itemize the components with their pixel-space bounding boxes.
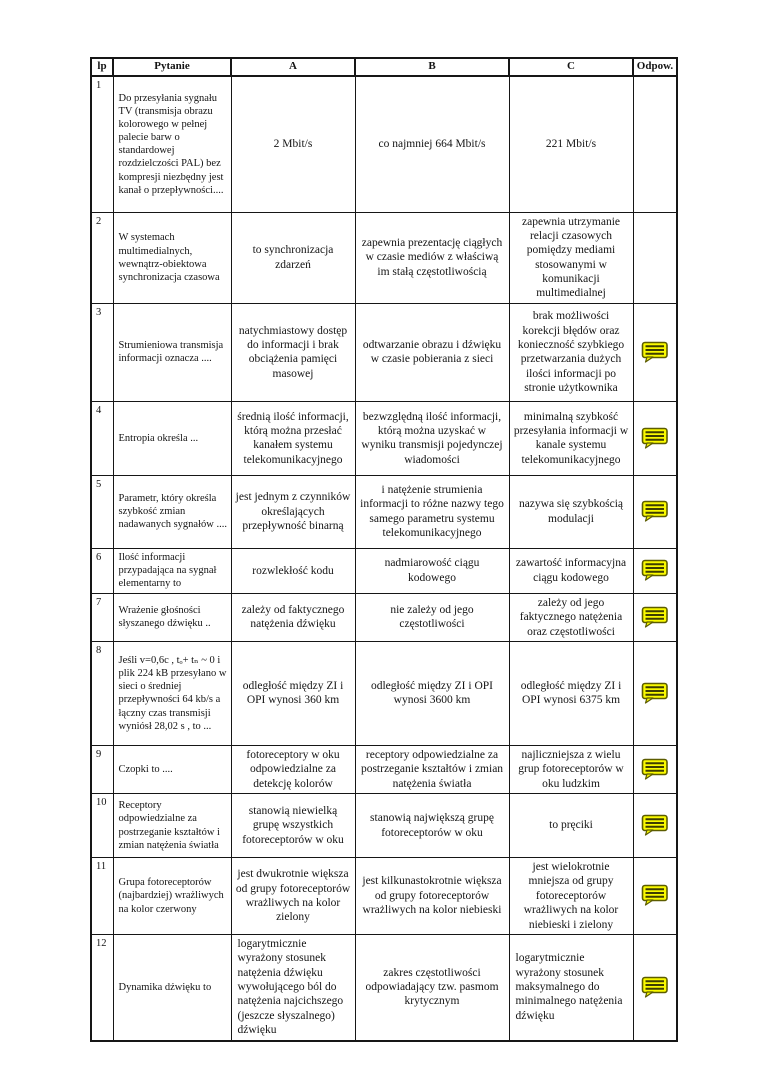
- row-number: 4: [91, 401, 113, 475]
- odpow-cell: [633, 76, 677, 212]
- table-row: [91, 212, 677, 303]
- answer-a-cell: jest dwukrotnie większa od grupy fotoreceptorów wrażliwych na kolor zielony: [231, 858, 355, 935]
- answer-c-cell: brak możliwości korekcji błędów oraz konieczność szybkiego przetwarzania dużych ilości informacji po stronie użytkownika: [509, 303, 633, 401]
- comment-annotation-icon[interactable]: [641, 682, 669, 705]
- table-row: [91, 641, 677, 745]
- comment-annotation-icon[interactable]: [641, 559, 669, 582]
- table-row: [91, 303, 677, 401]
- answer-c-cell: minimalną szybkość przesyłania informacji w kanale systemu telekomunikacyjnego: [509, 401, 633, 475]
- table-row: [91, 76, 677, 212]
- answer-a-cell: fotoreceptory w oku odpowiedzialne za detekcję kolorów: [231, 745, 355, 793]
- comment-annotation-icon[interactable]: [641, 884, 669, 907]
- answer-c-cell: zawartość informacyjna ciągu kodowego: [509, 548, 633, 593]
- row-number: 12: [91, 934, 113, 1040]
- table-row: [91, 858, 677, 935]
- odpow-cell: [633, 641, 677, 745]
- comment-annotation-icon[interactable]: [641, 814, 669, 837]
- answer-b-cell: nie zależy od jego częstotliwości: [355, 593, 509, 641]
- answer-a-cell: logarytmicznie wyrażony stosunek natężenia dźwięku wywołującego ból do natężenia najcichszego (jeszcze słyszalnego) dźwięku: [231, 934, 355, 1040]
- answer-b-cell: zakres częstotliwości odpowiadający tzw. pasmom krytycznym: [355, 934, 509, 1040]
- answer-c-cell: logarytmicznie wyrażony stosunek maksymalnego do minimalnego natężenia dźwięku: [509, 934, 633, 1040]
- row-number: 1: [91, 76, 113, 212]
- row-number: 11: [91, 858, 113, 935]
- answer-c-cell: zapewnia utrzymanie relacji czasowych pomiędzy mediami stosowanymi w komunikacji multimedialnej: [509, 212, 633, 303]
- row-number: 9: [91, 745, 113, 793]
- comment-annotation-icon[interactable]: [641, 758, 669, 781]
- answer-a-cell: stanowią niewielką grupę wszystkich fotoreceptorów w oku: [231, 794, 355, 858]
- answer-b-cell: odległość między ZI i OPI wynosi 3600 km: [355, 641, 509, 745]
- answer-a-cell: natychmiastowy dostęp do informacji i brak obciążenia pamięci masowej: [231, 303, 355, 401]
- table-body: [91, 76, 677, 1041]
- table-row: [91, 934, 677, 1040]
- comment-annotation-icon[interactable]: [641, 606, 669, 629]
- answer-a-cell: to synchronizacja zdarzeń: [231, 212, 355, 303]
- question-cell: Strumieniowa transmisja informacji oznacza ....: [113, 303, 231, 401]
- answer-a-cell: odległość między ZI i OPI wynosi 360 km: [231, 641, 355, 745]
- answer-a-cell: rozwlekłość kodu: [231, 548, 355, 593]
- odpow-cell: [633, 212, 677, 303]
- question-cell: Dynamika dźwięku to: [113, 934, 231, 1040]
- col-header-answer: Odpow.: [633, 58, 677, 76]
- answer-a-cell: 2 Mbit/s: [231, 76, 355, 212]
- answer-b-cell: odtwarzanie obrazu i dźwięku w czasie pobierania z sieci: [355, 303, 509, 401]
- answer-c-cell: zależy od jego faktycznego natężenia oraz częstotliwości: [509, 593, 633, 641]
- answer-c-cell: nazywa się szybkością modulacji: [509, 475, 633, 548]
- answer-a-cell: zależy od faktycznego natężenia dźwięku: [231, 593, 355, 641]
- answer-b-cell: bezwzględną ilość informacji, którą można uzyskać w wyniku transmisji pojedynczej wiadomości: [355, 401, 509, 475]
- row-number: 5: [91, 475, 113, 548]
- question-cell: Ilość informacji przypadająca na sygnał elementarny to: [113, 548, 231, 593]
- question-cell: Do przesyłania sygnału TV (transmisja obrazu kolorowego w pełnej palecie barw o standardowej rozdzielczości PAL) bez kompresji niezbędny jest kanał o przepływności....: [113, 76, 231, 212]
- answer-b-cell: receptory odpowiedzialne za postrzeganie kształtów i zmian natężenia światła: [355, 745, 509, 793]
- question-cell: Receptory odpowiedzialne za postrzeganie kształtów i zmian natężenia światła: [113, 794, 231, 858]
- answer-b-cell: zapewnia prezentację ciągłych w czasie mediów z właściwą im stałą częstotliwością: [355, 212, 509, 303]
- odpow-cell: [633, 593, 677, 641]
- question-cell: W systemach multimedialnych, wewnątrz-obiektowa synchronizacja czasowa: [113, 212, 231, 303]
- header-row: [91, 58, 677, 76]
- question-cell: Wrażenie głośności słyszanego dźwięku ..: [113, 593, 231, 641]
- row-number: 7: [91, 593, 113, 641]
- answer-b-cell: jest kilkunastokrotnie większa od grupy fotoreceptorów wrażliwych na kolor niebieski: [355, 858, 509, 935]
- odpow-cell: [633, 934, 677, 1040]
- row-number: 6: [91, 548, 113, 593]
- odpow-cell: [633, 401, 677, 475]
- odpow-cell: [633, 303, 677, 401]
- col-header-question: Pytanie: [113, 58, 231, 76]
- col-header-b: B: [355, 58, 509, 76]
- answer-b-cell: stanowią największą grupę fotoreceptorów w oku: [355, 794, 509, 858]
- row-number: 10: [91, 794, 113, 858]
- answer-c-cell: odległość między ZI i OPI wynosi 6375 km: [509, 641, 633, 745]
- answer-b-cell: co najmniej 664 Mbit/s: [355, 76, 509, 212]
- answer-c-cell: najliczniejsza z wielu grup fotoreceptorów w oku ludzkim: [509, 745, 633, 793]
- odpow-cell: [633, 475, 677, 548]
- question-cell: Grupa fotoreceptorów (najbardziej) wrażliwych na kolor czerwony: [113, 858, 231, 935]
- row-number: 8: [91, 641, 113, 745]
- comment-annotation-icon[interactable]: [641, 427, 669, 450]
- question-cell: Jeśli v=0,6c , tₒ+ tₙ ~ 0 i plik 224 kB przesyłano w sieci o średniej przepływności 64 kb/s a łączny czas transmisji wyniósł 28,02 s , to ...: [113, 641, 231, 745]
- table-row: [91, 593, 677, 641]
- col-header-a: A: [231, 58, 355, 76]
- answer-c-cell: jest wielokrotnie mniejsza od grupy fotoreceptorów wrażliwych na kolor niebieski i zielony: [509, 858, 633, 935]
- row-number: 2: [91, 212, 113, 303]
- answer-c-cell: 221 Mbit/s: [509, 76, 633, 212]
- table-row: [91, 794, 677, 858]
- row-number: 3: [91, 303, 113, 401]
- odpow-cell: [633, 794, 677, 858]
- answer-b-cell: nadmiarowość ciągu kodowego: [355, 548, 509, 593]
- odpow-cell: [633, 548, 677, 593]
- col-header-lp: lp: [91, 58, 113, 76]
- col-header-c: C: [509, 58, 633, 76]
- table-row: [91, 548, 677, 593]
- answer-a-cell: jest jednym z czynników określających przepływność binarną: [231, 475, 355, 548]
- question-cell: Entropia określa ...: [113, 401, 231, 475]
- table-row: [91, 745, 677, 793]
- comment-annotation-icon[interactable]: [641, 341, 669, 364]
- table-row: [91, 475, 677, 548]
- answer-c-cell: to pręciki: [509, 794, 633, 858]
- question-cell: Czopki to ....: [113, 745, 231, 793]
- comment-annotation-icon[interactable]: [641, 976, 669, 999]
- quiz-table: [90, 57, 678, 1042]
- question-cell: Parametr, który określa szybkość zmian nadawanych sygnałów ....: [113, 475, 231, 548]
- odpow-cell: [633, 858, 677, 935]
- answer-a-cell: średnią ilość informacji, którą można przesłać kanałem systemu telekomunikacyjnego: [231, 401, 355, 475]
- odpow-cell: [633, 745, 677, 793]
- table-row: [91, 401, 677, 475]
- answer-b-cell: i natężenie strumienia informacji to różne nazwy tego samego parametru systemu telekomunikacyjnego: [355, 475, 509, 548]
- comment-annotation-icon[interactable]: [641, 500, 669, 523]
